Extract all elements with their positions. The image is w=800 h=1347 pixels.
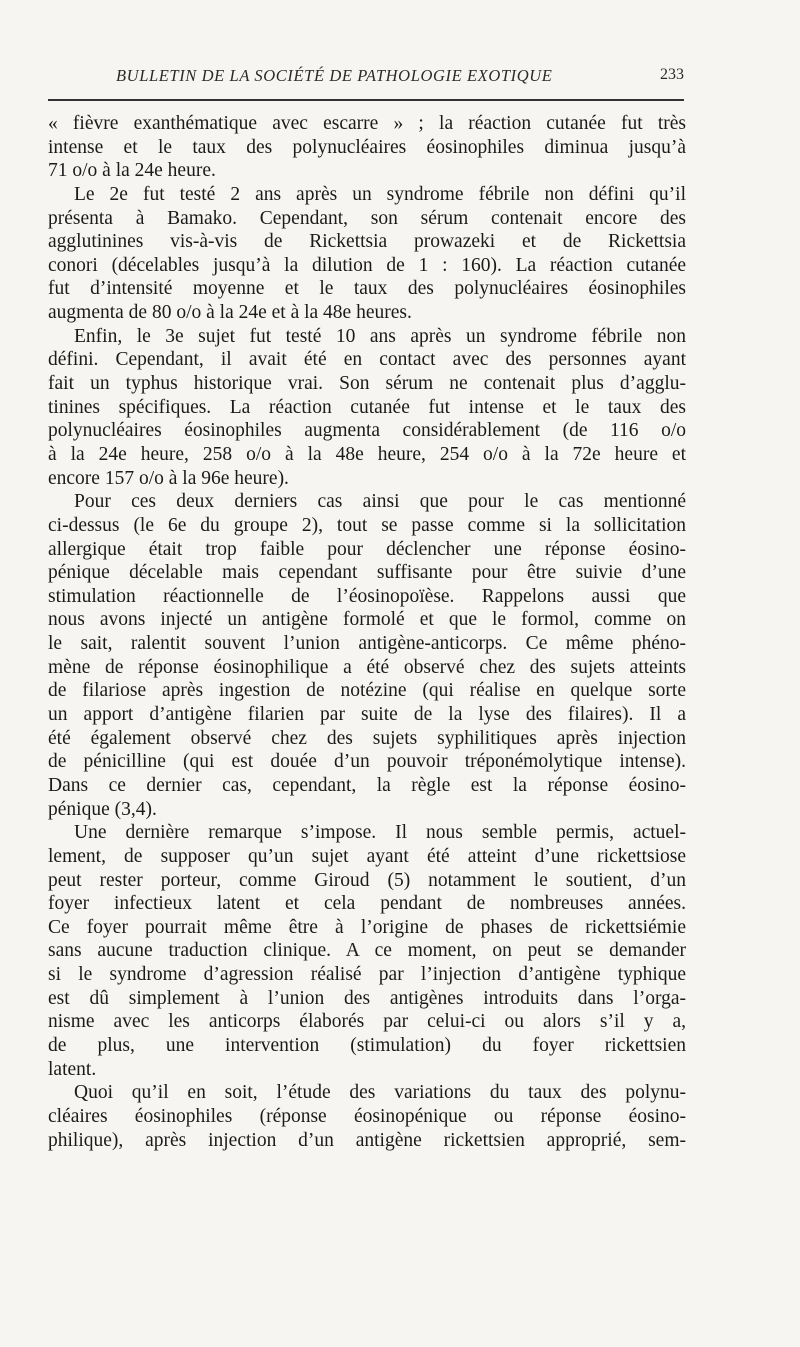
text-line: de pénicilline (qui est douée d’un pouvoir tréponémolytique intense).	[48, 751, 686, 773]
page-number: 233	[660, 66, 684, 83]
text-line: sans aucune traduction clinique. A ce moment, on peut se demander	[48, 940, 686, 962]
text-line: Pour ces deux derniers cas ainsi que pour le cas mentionné	[74, 491, 686, 513]
text-line: 71 o/o à la 24e heure.	[48, 160, 216, 182]
text-line: augmenta de 80 o/o à la 24e et à la 48e heures.	[48, 302, 412, 324]
text-line: Enfin, le 3e sujet fut testé 10 ans après un syndrome fébrile non	[74, 325, 686, 347]
text-line: « fièvre exanthématique avec escarre » ; la réaction cutanée fut très	[48, 113, 686, 134]
text-line: intense et le taux des polynucléaires éosinophiles diminua jusqu’à	[48, 136, 686, 158]
text-line: été également observé chez des sujets syphilitiques après injection	[48, 727, 686, 749]
text-line: est dû simplement à l’union des antigènes introduits dans l’orga-	[48, 987, 686, 1009]
text-line: Dans ce dernier cas, cependant, la règle est la réponse éosino-	[48, 774, 686, 796]
header-rule	[48, 99, 684, 101]
text-line: agglutinines vis-à-vis de Rickettsia prowazeki et de Rickettsia	[48, 231, 686, 253]
text-line: cléaires éosinophiles (réponse éosinopénique ou réponse éosino-	[48, 1105, 686, 1127]
text-line: encore 157 o/o à la 96e heure).	[48, 467, 289, 489]
text-line: défini. Cependant, il avait été en contact avec des personnes ayant	[48, 349, 686, 371]
text-line: nisme avec les anticorps élaborés par celui-ci ou alors s’il y a,	[48, 1011, 686, 1033]
text-line: Quoi qu’il en soit, l’étude des variations du taux des polynu-	[74, 1082, 686, 1104]
text-line: pénique décelable mais cependant suffisante pour être suivie d’une	[48, 562, 686, 584]
text-line: mène de réponse éosinophilique a été observé chez des sujets atteints	[48, 656, 686, 678]
text-line: tinines spécifiques. La réaction cutanée fut intense et le taux des	[48, 396, 686, 418]
text-line: polynucléaires éosinophiles augmenta considérablement (de 116 o/o	[48, 420, 686, 442]
text-line: conori (décelables jusqu’à la dilution de 1 : 160). La réaction cutanée	[48, 254, 686, 276]
text-line: Le 2e fut testé 2 ans après un syndrome fébrile non défini qu’il	[74, 183, 686, 205]
running-title: BULLETIN DE LA SOCIÉTÉ DE PATHOLOGIE EXOTIQUE	[116, 66, 553, 85]
text-line: foyer infectieux latent et cela pendant de nombreuses années.	[48, 893, 686, 915]
body-text	[48, 112, 686, 1152]
text-line: stimulation réactionnelle de l’éosinopoïèse. Rappelons aussi que	[48, 585, 686, 607]
text-line: fut d’intensité moyenne et le taux des polynucléaires éosinophiles	[48, 278, 686, 300]
page-header	[48, 66, 684, 90]
text-line: fait un typhus historique vrai. Son sérum ne contenait plus d’agglu-	[48, 373, 686, 395]
text-line: allergique était trop faible pour déclencher une réponse éosino-	[48, 538, 686, 560]
text-line: latent.	[48, 1058, 97, 1080]
text-line: à la 24e heure, 258 o/o à la 48e heure, 254 o/o à la 72e heure et	[48, 443, 686, 465]
text-line: ci-dessus (le 6e du groupe 2), tout se passe comme si la sollicitation	[48, 514, 686, 536]
text-line: Une dernière remarque s’impose. Il nous semble permis, actuel-	[74, 822, 686, 844]
text-line: si le syndrome d’agression réalisé par l’injection d’antigène typhique	[48, 964, 686, 986]
text-line: peut rester porteur, comme Giroud (5) notamment le soutient, d’un	[48, 869, 686, 891]
text-line: pénique (3,4).	[48, 798, 157, 820]
text-line: nous avons injecté un antigène formolé et que le formol, comme on	[48, 609, 686, 631]
text-line: de plus, une intervention (stimulation) du foyer rickettsien	[48, 1034, 686, 1056]
text-line: le sait, ralentit souvent l’union antigène-anticorps. Ce même phéno-	[48, 633, 686, 655]
text-line: Ce foyer pourrait même être à l’origine de phases de rickettsiémie	[48, 916, 686, 938]
text-line: un apport d’antigène filarien par suite de la lyse des filaires). Il a	[48, 704, 686, 726]
text-line: lement, de supposer qu’un sujet ayant été atteint d’une rickettsiose	[48, 845, 686, 867]
text-line: de filariose après ingestion de notézine (qui réalise en quelque sorte	[48, 680, 686, 702]
text-line: philique), après injection d’un antigène rickettsien approprié, sem-	[48, 1129, 686, 1151]
text-line: présenta à Bamako. Cependant, son sérum contenait encore des	[48, 207, 686, 229]
